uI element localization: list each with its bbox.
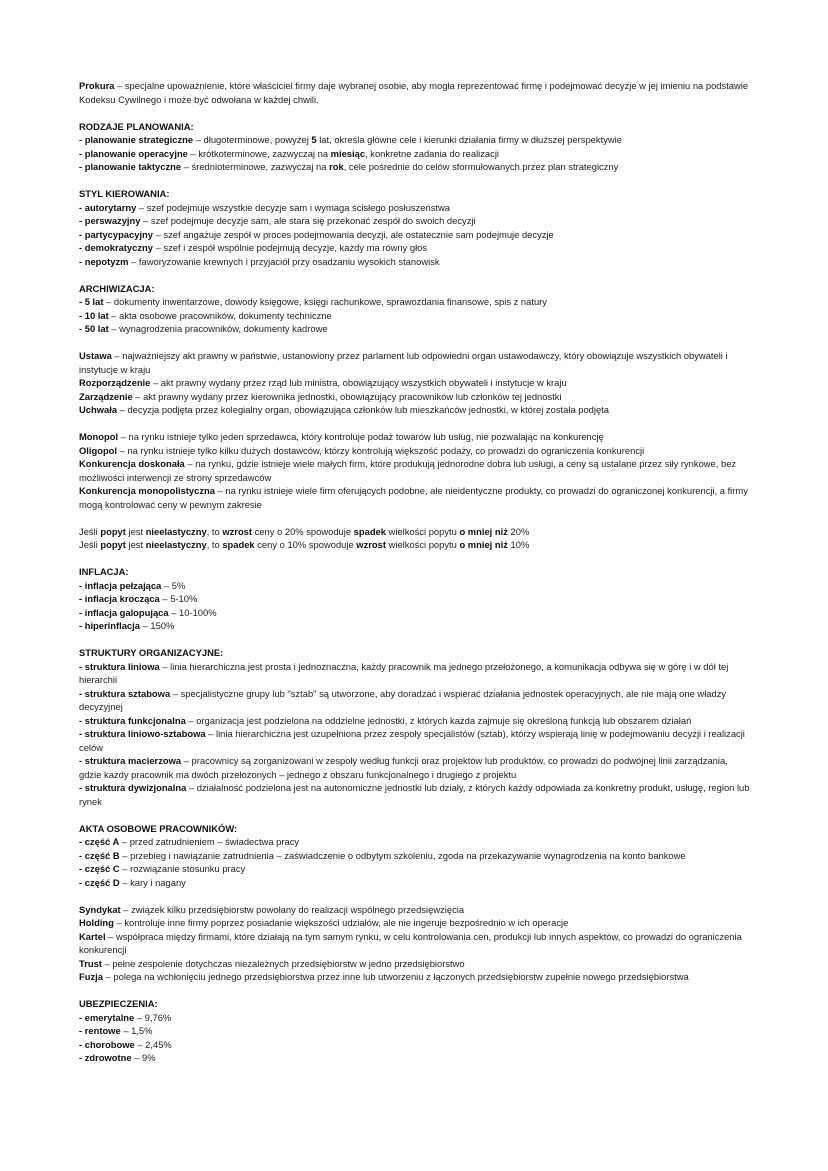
definition-item: Uchwała – decyzja podjęta przez kolegialny organ, obowiązująca członków lub mieszkańców jednostki, w której została podjęta (79, 404, 609, 415)
definition-item: Monopol – na rynku istnieje tylko jeden sprzedawca, który kontroluje podaż towarów lub usług, nie pozwalając na konkurencję (79, 431, 604, 442)
list-item: - rentowe – 1,5% (79, 1025, 153, 1036)
section-heading: UBEZPIECZENIA: (79, 998, 158, 1009)
list-item: - struktura liniowo-sztabowa – linia hierarchiczna jest uzupełniona przez zespoły specjalistów (sztab), którzy wspierają linię w podejmowaniu decyzji i realizacji celów (79, 728, 745, 753)
list-item: - struktura liniowa – linia hierarchiczna jest prosta i jednoznaczna, każdy pracownik ma jednego przełożonego, a komunikacja odbywa się w górę i w dół tej hierarchii (79, 660, 729, 685)
list-item: - część A – przed zatrudnieniem – świadectwa pracy (79, 836, 300, 847)
section-heading: AKTA OSOBOWE PRACOWNIKÓW: (79, 822, 238, 834)
definition-item: Fuzja – polega na wchłonięciu jednego przedsiębiorstwa przez inne lub utworzeniu z łączonych przedsiębiorstw zupełnie nowego przedsiębiorstwa (79, 971, 689, 982)
list-item: - 50 lat – wynagrodzenia pracowników, dokumenty kadrowe (79, 323, 328, 334)
popyt-rule: Jeśli popyt jest nieelastyczny, to spadek ceny o 10% spowoduje wzrost wielkości popytu o mniej niż 10% (79, 539, 530, 550)
list-item: - struktura macierzowa – pracownicy są zorganizowani w zespoły według funkcji oraz projektów lub produktów, co prowadzi do podwójnej linii zarządzania, gdzie każdy pracownik ma dwóch przełożonych – jednego z obszaru funkcjonalnego i drugiego z projektu (79, 755, 728, 780)
list-item: - inflacja galopująca – 10-100% (79, 606, 217, 618)
list-item: - część C – rozwiązanie stosunku pracy (79, 863, 246, 874)
definition-item: Oligopol – na rynku istnieje tylko kilku dużych dostawców, którzy kontrolują większość podaży, co prowadzi do ograniczenia konkurencji (79, 444, 645, 456)
list-item: - perswazyjny – szef podejmuje decyzje sam, ale stara się przekonać zespół do swoich decyzji (79, 215, 476, 226)
popyt-rule: Jeśli popyt jest nieelastyczny, to wzrost ceny o 20% spowoduje spadek wielkości popytu o mniej niż 20% (79, 525, 530, 537)
list-item: - struktura funkcjonalna – organizacja jest podzielona na oddzielne jednostki, z których każda zajmuje się określoną funkcją lub obszarem działań (79, 714, 692, 726)
definition: – specjalne upoważnienie, które właściciel firmy daje wybranej osobie, aby mogła reprezentować firmę i podejmować decyzje w jej imieniu na podstawie Kodeksu Cywilnego i może być odwołana w każdej chwili. (79, 80, 749, 105)
term: Prokura (79, 80, 115, 91)
list-item: - struktura sztabowa – specjalistyczne grupy lub "sztab" są utworzone, aby doradzać i wspierać działania jednostek operacyjnych, ale nie mają one władzy decyzyjnej (79, 687, 727, 712)
list-item: - 5 lat – dokumenty inwentarzowe, dowody księgowe, księgi rachunkowe, sprawozdania finansowe, spis z natury (79, 296, 547, 307)
section-heading: STRUKTURY ORGANIZACYJNE: (79, 647, 224, 658)
definition-item: Zarządzenie – akt prawny wydany przez kierownika jednostki, obowiązujący pracowników lub członków tej jednostki (79, 390, 562, 402)
list-item: - planowanie operacyjne – krótkoterminowe, zazwyczaj na miesiąc, konkretne zadania do realizacji (79, 147, 499, 159)
list-item: - autorytarny – szef podejmuje wszystkie decyzje sam i wymaga ścisłego posłuszeństwa (79, 201, 450, 213)
definition-item: Kartel – współpraca między firmami, które działają na tym samym rynku, w celu kontrolowania cen, produkcji lub innych aspektów, co prowadzi do ograniczenia konkurencji (79, 930, 742, 955)
prokura-definition (79, 79, 751, 106)
definition-item: Holding – kontroluje inne firmy poprzez posiadanie większości udziałów, ale nie ingeruje bezpośrednio w ich operacje (79, 917, 569, 928)
list-item: - część B – przebieg i nawiązanie zatrudnienia – zaświadczenie o odbytym szkoleniu, zgoda na przekazywanie wynagrodzenia na konto bankowe (79, 849, 686, 861)
list-item: - partycypacyjny – szef angażuje zespół w proces podejmowania decyzji, ale ostatecznie sam podejmuje decyzje (79, 228, 554, 240)
list-item: - planowanie strategiczne – długoterminowe, powyżej 5 lat, określa główne cele i kierunki działania firmy w dłuższej perspektywie (79, 134, 622, 145)
list-item: - część D – kary i nagany (79, 876, 186, 888)
definition-item: Syndykat – związek kilku przedsiębiorstw powołany do realizacji wspólnego przedsięwzięcia (79, 903, 465, 915)
list-item: - struktura dywizjonalna – działalność podzielona jest na autonomiczne jednostki lub działy, z których każdy odpowiada za konkretny produkt, usługę, region lub rynek (79, 782, 750, 807)
list-item: - zdrowotne – 9% (79, 1052, 156, 1063)
document-body (79, 79, 751, 1065)
section-heading: STYL KIEROWANIA: (79, 188, 170, 199)
list-item: - inflacja pełzająca – 5% (79, 579, 186, 591)
section-heading: ARCHIWIZACJA: (79, 282, 155, 294)
list-item: - 10 lat – akta osobowe pracowników, dokumenty techniczne (79, 309, 332, 321)
definition-item: Rozporządzenie – akt prawny wydany przez rząd lub ministra, obowiązujący wszystkich obywateli i instytucje w kraju (79, 377, 567, 388)
list-item: - emerytalne – 9,76% (79, 1011, 172, 1023)
section-heading: INFLACJA: (79, 566, 129, 577)
list-item: - nepotyzm – faworyzowanie krewnych i przyjaciół przy osadzaniu wysokich stanowisk (79, 255, 440, 267)
definition-item: Konkurencja doskonała – na rynku, gdzie istnieje wiele małych firm, które produkują jednorodne dobra lub usługi, a ceny są ustalane przez siły rynkowe, bez możliwości interwencji ze strony sprzedawców (79, 458, 737, 483)
list-item: - chorobowe – 2,45% (79, 1038, 172, 1050)
list-item: - inflacja krocząca – 5-10% (79, 593, 198, 604)
definition-item: Konkurencja monopolistyczna – na rynku istnieje wiele firm oferujących podobne, ale nieidentyczne produkty, co prowadzi do ograniczonej konkurencji, a firmy mogą kontrolować ceny w pewnym zakresie (79, 485, 748, 510)
list-item: - planowanie taktyczne – średnioterminowe, zazwyczaj na rok, cele pośrednie do celów sformułowanych przez plan strategiczny (79, 161, 619, 172)
definition-item: Ustawa – najważniejszy akt prawny w państwie, ustanowiony przez parlament lub odpowiedni organ ustawodawczy, który obowiązuje wszystkich obywateli i instytucje w kraju (79, 350, 728, 375)
section-heading: RODZAJE PLANOWANIA: (79, 120, 194, 132)
list-item: - hiperinflacja – 150% (79, 620, 175, 631)
definition-item: Trust – pełne zespolenie dotychczas niezależnych przedsiębiorstw w jedno przedsiębiorstwo (79, 957, 465, 969)
list-item: - demokratyczny – szef i zespół wspólnie podejmują decyzje, każdy ma równy głos (79, 242, 428, 253)
